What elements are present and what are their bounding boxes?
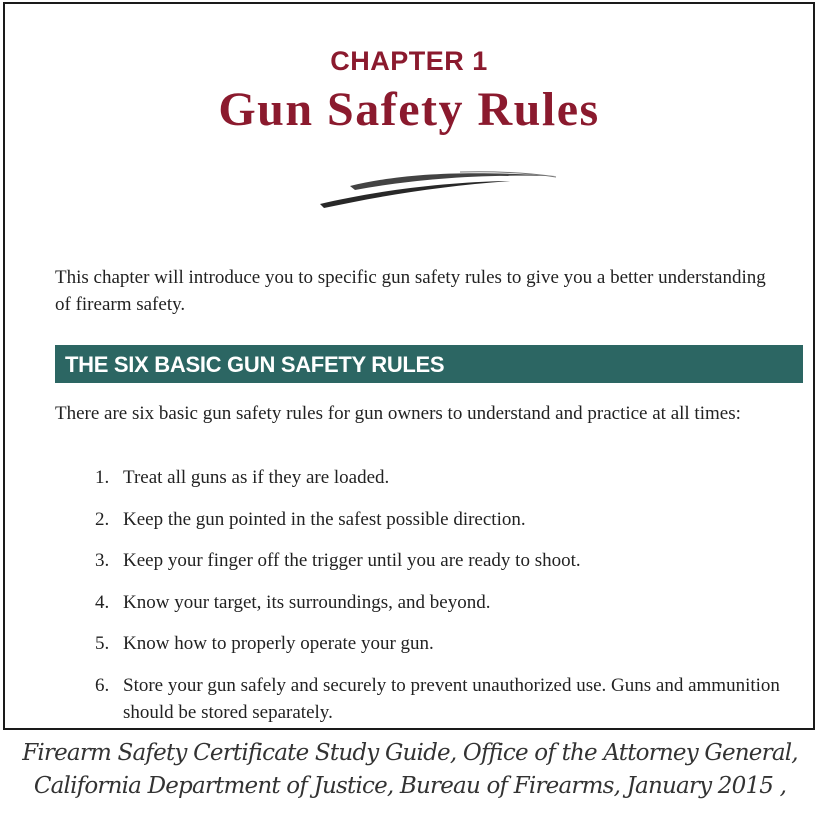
section-heading: THE SIX BASIC GUN SAFETY RULES [65,352,445,377]
rule-number: 4. [95,591,110,613]
caption-line-1: Firearm Safety Certificate Study Guide, Office of the Attorney General, [22,740,798,766]
rule-number: 3. [95,550,110,571]
rule-text: Keep the gun pointed in the safest possible direction. [123,508,526,530]
intro-paragraph: This chapter will introduce you to specific gun safety rules to give you a better understanding of firearm safety. [55,267,766,315]
list-item [95,589,795,616]
section-lead-paragraph: There are six basic gun safety rules for gun owners to understand and practice at all times: [55,403,741,424]
source-caption [0,737,820,803]
list-item [95,464,795,491]
caption-line-2: California Department of Justice, Bureau of Firearms, January 2015 , [33,773,787,799]
list-item [95,506,795,533]
rule-text: Store your gun safely and securely to prevent unauthorized use. Guns and ammunition should be stored separately. [123,674,780,723]
rule-text: Know how to properly operate your gun. [123,633,434,654]
document-excerpt-frame [3,2,815,730]
chapter-label: CHAPTER 1 [330,46,488,76]
rule-number: 2. [95,508,110,530]
rule-text: Know your target, its surroundings, and beyond. [123,591,491,613]
rule-number: 5. [95,633,110,654]
rule-text: Treat all guns as if they are loaded. [123,467,390,488]
list-item [95,630,795,657]
chapter-title: Gun Safety Rules [218,83,600,136]
brush-stroke-decoration-icon [310,164,560,214]
safety-rules-list [95,464,795,740]
rule-number: 6. [95,674,110,696]
list-item [95,672,783,726]
rule-text: Keep your finger off the trigger until you are ready to shoot. [123,550,581,571]
list-item [95,547,795,574]
section-heading-banner [55,345,803,383]
rule-number: 1. [95,467,110,488]
